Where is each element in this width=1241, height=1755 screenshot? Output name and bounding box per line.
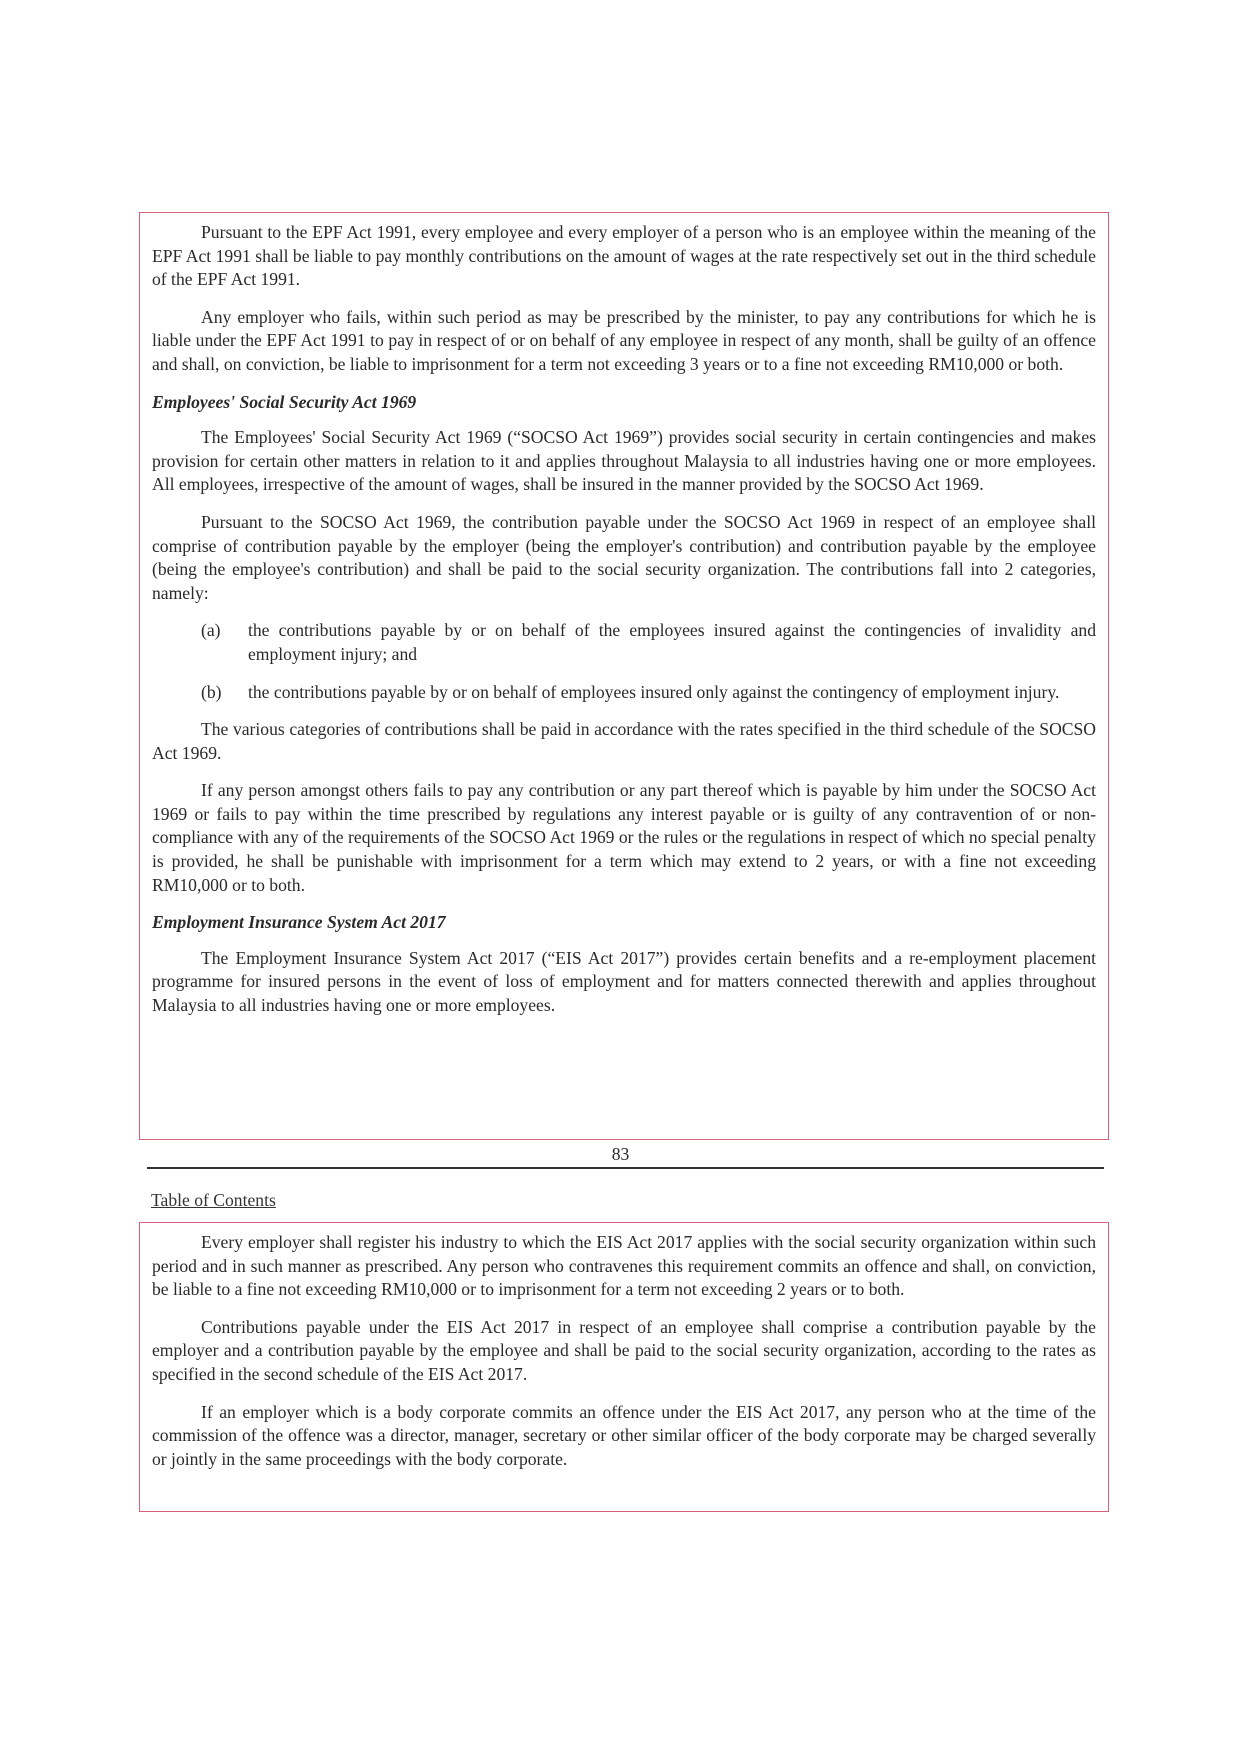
- paragraph: Pursuant to the EPF Act 1991, every employee and every employer of a person who is an employee within the meaning of the EPF Act 1991 shall be liable to pay monthly contributions on the amount of wages at the rate respectively set out in the third schedule of the EPF Act 1991.: [152, 222, 1096, 290]
- highlighted-section-eis-continued: [139, 1222, 1109, 1512]
- list-item-text: the contributions payable by or on behalf of employees insured only against the contingency of employment injury.: [248, 681, 1060, 702]
- page-number: 83: [611, 1144, 630, 1164]
- table-of-contents-link[interactable]: Table of Contents: [151, 1190, 276, 1210]
- paragraph: Any employer who fails, within such period as may be prescribed by the minister, to pay any contributions for which he is liable under the EPF Act 1991 to pay in respect of or on behalf of any employee in respect of any month, shall be guilty of an offence and shall, on conviction, be liable to imprisonment for a term not exceeding 3 years or to a fine not exceeding RM10,000 or both.: [152, 306, 1096, 374]
- paragraph: Every employer shall register his industry to which the EIS Act 2017 applies with the social security organization within such period and in such manner as prescribed. Any person who contravenes this requirement commits an offence and shall, on conviction, be liable to a fine not exceeding RM10,000 or to imprisonment for a term not exceeding 2 years or to both.: [152, 1232, 1096, 1300]
- paragraph: The various categories of contributions shall be paid in accordance with the rates specified in the third schedule of the SOCSO Act 1969.: [152, 719, 1096, 763]
- list-item: [201, 681, 1096, 705]
- paragraph: The Employees' Social Security Act 1969 (“SOCSO Act 1969”) provides social security in certain contingencies and makes provision for certain other matters in relation to it and applies throughout Malaysia to all industries having one or more employees. All employees, irrespective of the amount of wages, shall be insured in the manner provided by the SOCSO Act 1969.: [152, 427, 1096, 495]
- page-divider: [147, 1167, 1104, 1169]
- paragraph: Contributions payable under the EIS Act 2017 in respect of an employee shall comprise a contribution payable by the employer and a contribution payable by the employee and shall be paid to the social security organization, according to the rates as specified in the second schedule of the EIS Act 2017.: [152, 1316, 1096, 1384]
- section-heading-socso: Employees' Social Security Act 1969: [152, 391, 417, 412]
- paragraph: If any person amongst others fails to pay any contribution or any part thereof which is payable by him under the SOCSO Act 1969 or fails to pay within the time prescribed by regulations any interest payable or is guilty of any contravention of or non-compliance with any of the requirements of the SOCSO Act 1969 or the rules or the regulations in respect of which no special penalty is provided, he shall be punishable with imprisonment for a term which may extend to 2 years, or with a fine not exceeding RM10,000 or to both.: [152, 780, 1096, 895]
- paragraph: Pursuant to the SOCSO Act 1969, the contribution payable under the SOCSO Act 1969 in respect of an employee shall comprise of contribution payable by the employer (being the employer's contribution) and contribution payable by the employee (being the employee's contribution) and shall be paid to the social security organization. The contributions fall into 2 categories, namely:: [152, 511, 1096, 603]
- list-item: [201, 619, 1096, 666]
- list-item-label: (a): [201, 620, 221, 641]
- paragraph: The Employment Insurance System Act 2017 (“EIS Act 2017”) provides certain benefits and a re-employment placement programme for insured persons in the event of loss of employment and for matters connected therewith and applies throughout Malaysia to all industries having one or more employees.: [152, 947, 1096, 1016]
- highlighted-section-epf-socso-eis: [139, 212, 1109, 1140]
- section-heading-eis: Employment Insurance System Act 2017: [152, 912, 446, 933]
- paragraph: If an employer which is a body corporate commits an offence under the EIS Act 2017, any person who at the time of the commission of the offence was a director, manager, secretary or other similar officer of the body corporate may be charged severally or jointly in the same proceedings with the body corporate.: [152, 1401, 1096, 1469]
- list-item-text: the contributions payable by or on behalf of the employees insured against the contingencies of invalidity and employment injury; and: [248, 620, 1096, 664]
- list-item-label: (b): [201, 681, 222, 702]
